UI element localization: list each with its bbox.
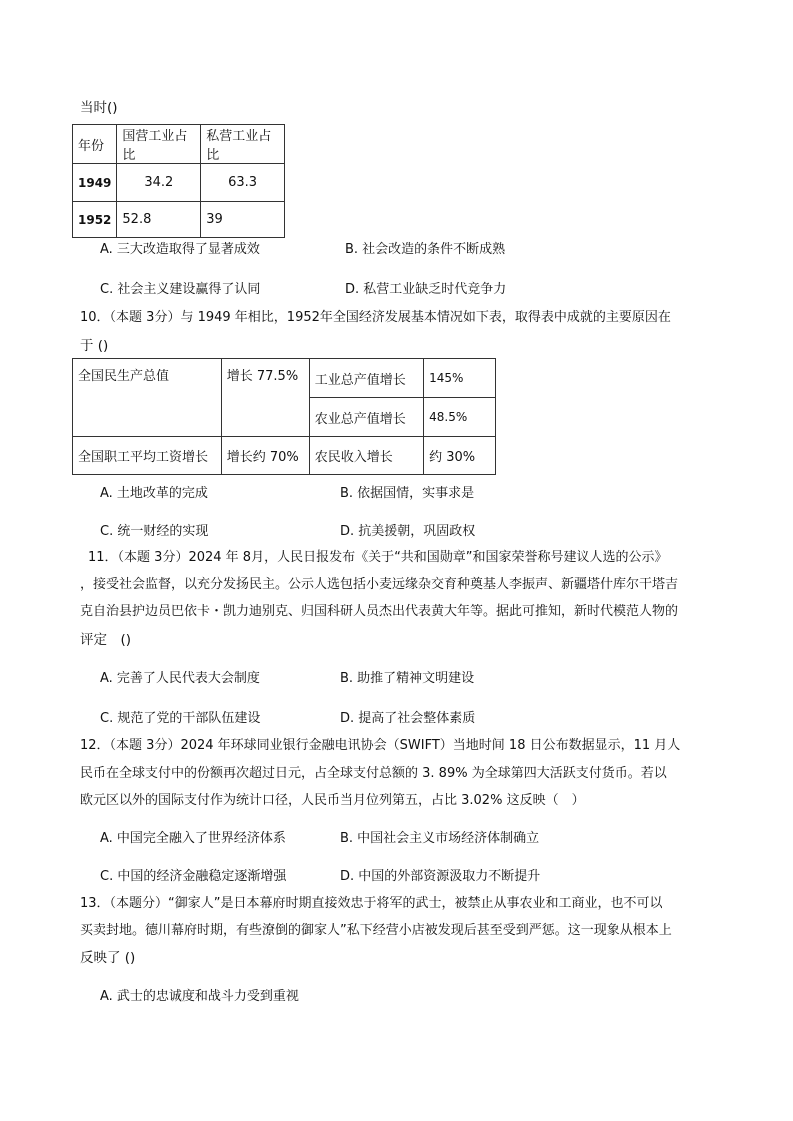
- economy-table: [72, 358, 496, 475]
- table-cell: 农业总产值增长: [309, 398, 423, 437]
- option-c[interactable]: C. 中国的经济金融稳定逐渐增强: [100, 869, 287, 884]
- option-b[interactable]: B. 中国社会主义市场经济体制确立: [340, 831, 540, 846]
- table-header: 年份: [73, 125, 117, 164]
- option-a[interactable]: A. 中国完全融入了世界经济体系: [100, 831, 286, 846]
- question-12-text: 12．（本题 3分）2024 年环球同业银行金融电讯协会（SWIFT）当地时间 18 日公布数据显示，11 月人: [80, 738, 681, 753]
- table-cell: 63.3: [201, 164, 285, 202]
- option-a[interactable]: A. 武士的忠诚度和战斗力受到重视: [100, 989, 299, 1004]
- table-cell: 145%: [424, 359, 496, 398]
- question-11-text: 克自治县护边员巴依卡・凯力迪别克、归国科研人员杰出代表黄大年等。据此可推知，新时代模范人物的: [80, 604, 679, 619]
- table-cell: 1949: [73, 164, 117, 202]
- option-d[interactable]: D. 提高了社会整体素质: [340, 711, 476, 726]
- question-11-text: ，接受社会监督，以充分发扬民主。公示人选包括小麦远缘杂交育种奠基人李振声、新疆塔什库尔干塔吉: [80, 577, 679, 592]
- option-b[interactable]: B. 依据国情，实事求是: [340, 486, 475, 501]
- table-cell: 约 30%: [424, 437, 496, 475]
- table-cell: 工业总产值增长: [309, 359, 423, 398]
- question-11-text: 11．（本题 3分）2024 年 8月，人民日报发布《关于“共和国勋章”和国家荣誉称号建议人选的公示》: [88, 550, 668, 565]
- option-d[interactable]: D. 抗美援朝，巩固政权: [340, 524, 476, 539]
- option-a[interactable]: A. 土地改革的完成: [100, 486, 208, 501]
- table-cell: 全国职工平均工资增长: [73, 437, 222, 475]
- option-a[interactable]: A. 三大改造取得了显著成效: [100, 242, 260, 257]
- option-d[interactable]: D. 中国的外部资源汲取力不断提升: [340, 869, 541, 884]
- industry-share-table: [72, 124, 285, 238]
- option-d[interactable]: D. 私营工业缺乏时代竞争力: [345, 282, 507, 297]
- table-header: 国营工业占比: [117, 125, 201, 164]
- table-header: 私营工业占比: [201, 125, 285, 164]
- table-cell: 34.2: [117, 164, 201, 202]
- question-13-text: 买卖封地。德川幕府时期，有些潦倒的御家人”私下经营小店被发现后甚至受到严惩。这一现象从根本上: [80, 923, 672, 938]
- table-cell: 全国民生产总值: [73, 359, 222, 437]
- question-13-text: 13．（本题分）“御家人”是日本幕府时期直接效忠于将军的武士，被禁止从事农业和工商业，也不可以: [80, 896, 663, 911]
- table-cell: 39: [201, 202, 285, 238]
- question-10-text: 10．（本题 3分）与 1949 年相比，1952年全国经济发展基本情况如下表，取得表中成就的主要原因在: [80, 310, 671, 325]
- option-b[interactable]: B. 助推了精神文明建设: [340, 671, 475, 686]
- table-cell: 增长约 70%: [221, 437, 309, 475]
- question-10-text: 于 (): [80, 338, 109, 354]
- option-c[interactable]: C. 统一财经的实现: [100, 524, 209, 539]
- table-cell: 52.8: [117, 202, 201, 238]
- question-12-text: 欧元区以外的国际支付作为统计口径，人民币当月位列第五，占比 3.02% 这反映（ ）: [80, 793, 585, 808]
- option-a[interactable]: A. 完善了人民代表大会制度: [100, 671, 260, 686]
- option-b[interactable]: B. 社会改造的条件不断成熟: [345, 242, 506, 257]
- table-cell: 增长 77.5%: [221, 359, 309, 437]
- table-cell: 1952: [73, 202, 117, 238]
- question-12-text: 民币在全球支付中的份额再次超过日元，占全球支付总额的 3. 89% 为全球第四大活跃支付货币。若以: [80, 766, 667, 781]
- question-11-text: 评定 (): [80, 632, 132, 648]
- table-cell: 农民收入增长: [309, 437, 423, 475]
- table-cell: 48.5%: [424, 398, 496, 437]
- question-stem-tail: 当时(): [80, 100, 118, 116]
- option-c[interactable]: C. 规范了党的干部队伍建设: [100, 711, 261, 726]
- option-c[interactable]: C. 社会主义建设赢得了认同: [100, 282, 261, 297]
- question-13-text: 反映了 (): [80, 950, 136, 966]
